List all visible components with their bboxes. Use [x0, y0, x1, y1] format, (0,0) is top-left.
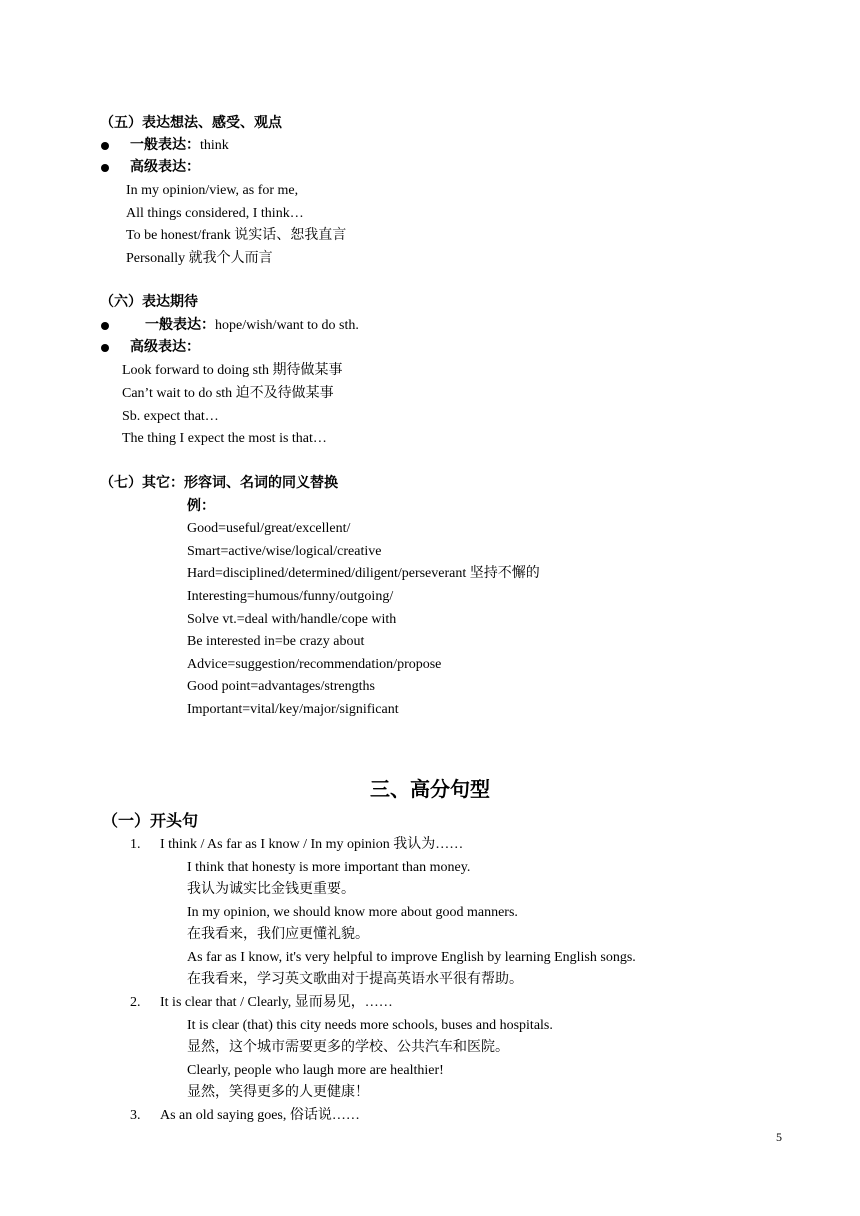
- example-sentence: It is clear (that) this city needs more schools, buses and hospitals.: [187, 1018, 553, 1033]
- advanced-label: 高级表达：: [130, 340, 200, 355]
- expression-line: Can’t wait to do sth 迫不及待做某事: [122, 386, 334, 401]
- example-translation: 在我看来，我们应更懂礼貌。: [187, 927, 369, 942]
- example-sentence: Clearly, people who laugh more are healthier!: [187, 1063, 444, 1078]
- example-translation: 在我看来，学习英文歌曲对于提高英语水平很有帮助。: [187, 972, 523, 987]
- example-sentence: I think that honesty is more important than money.: [187, 860, 471, 875]
- expression-line: Sb. expect that…: [122, 409, 219, 424]
- page-number: 5: [776, 1130, 782, 1144]
- synonym-line: Smart=active/wise/logical/creative: [187, 544, 382, 559]
- synonym-line: Solve vt.=deal with/handle/cope with: [187, 612, 397, 627]
- example-sentence: As far as I know, it's very helpful to improve English by learning English songs.: [187, 950, 636, 965]
- general-expression-5: [130, 136, 229, 156]
- general-value: think: [200, 138, 229, 153]
- synonym-line: Important=vital/key/major/significant: [187, 702, 399, 717]
- expression-line: Personally 就我个人而言: [126, 251, 273, 266]
- expression-line: To be honest/frank 说实话、恕我直言: [126, 228, 347, 243]
- expression-line: Look forward to doing sth 期待做某事: [122, 363, 343, 378]
- synonym-line: Interesting=humous/funny/outgoing/: [187, 589, 394, 604]
- expression-line: The thing I expect the most is that…: [122, 431, 327, 446]
- general-value: hope/wish/want to do sth.: [215, 318, 359, 333]
- example-translation: 我认为诚实比金钱更重要。: [187, 882, 355, 897]
- synonym-line: Hard=disciplined/determined/diligent/perseverant 坚持不懈的: [187, 566, 540, 581]
- general-label: 一般表达：: [130, 138, 200, 153]
- example-sentence: In my opinion, we should know more about good manners.: [187, 905, 518, 920]
- section-heading-5: （五）表达想法、感受、观点: [100, 116, 282, 131]
- synonym-line: Good point=advantages/strengths: [187, 679, 375, 694]
- bullet-icon: [101, 344, 109, 352]
- expression-line: In my opinion/view, as for me,: [126, 183, 299, 198]
- bullet-icon: [101, 164, 109, 172]
- bullet-icon: [101, 142, 109, 150]
- expression-line: All things considered, I think…: [126, 206, 304, 221]
- example-translation: 显然，笑得更多的人更健康！: [187, 1085, 369, 1100]
- sub-heading: （一）开头句: [102, 813, 199, 830]
- section-heading-7: （七）其它：形容词、名词的同义替换: [100, 476, 338, 491]
- synonym-line: Good=useful/great/excellent/: [187, 521, 351, 536]
- synonym-line: Advice=suggestion/recommendation/propose: [187, 657, 442, 672]
- item-text: It is clear that / Clearly, 显而易见，……: [160, 995, 393, 1010]
- general-expression-6: [145, 316, 359, 336]
- item-text: I think / As far as I know / In my opinion 我认为……: [160, 837, 464, 852]
- general-label: 一般表达：: [145, 318, 215, 333]
- part-title: 三、高分句型: [370, 779, 490, 801]
- bullet-icon: [101, 322, 109, 330]
- section-heading-6: （六）表达期待: [100, 295, 198, 310]
- item-text: As an old saying goes, 俗话说……: [160, 1108, 360, 1123]
- item-number: 2.: [130, 995, 141, 1010]
- item-number: 3.: [130, 1108, 141, 1123]
- advanced-label: 高级表达：: [130, 160, 200, 175]
- synonym-line: Be interested in=be crazy about: [187, 634, 365, 649]
- item-number: 1.: [130, 837, 141, 852]
- example-translation: 显然，这个城市需要更多的学校、公共汽车和医院。: [187, 1040, 509, 1055]
- example-label: 例：: [187, 499, 215, 514]
